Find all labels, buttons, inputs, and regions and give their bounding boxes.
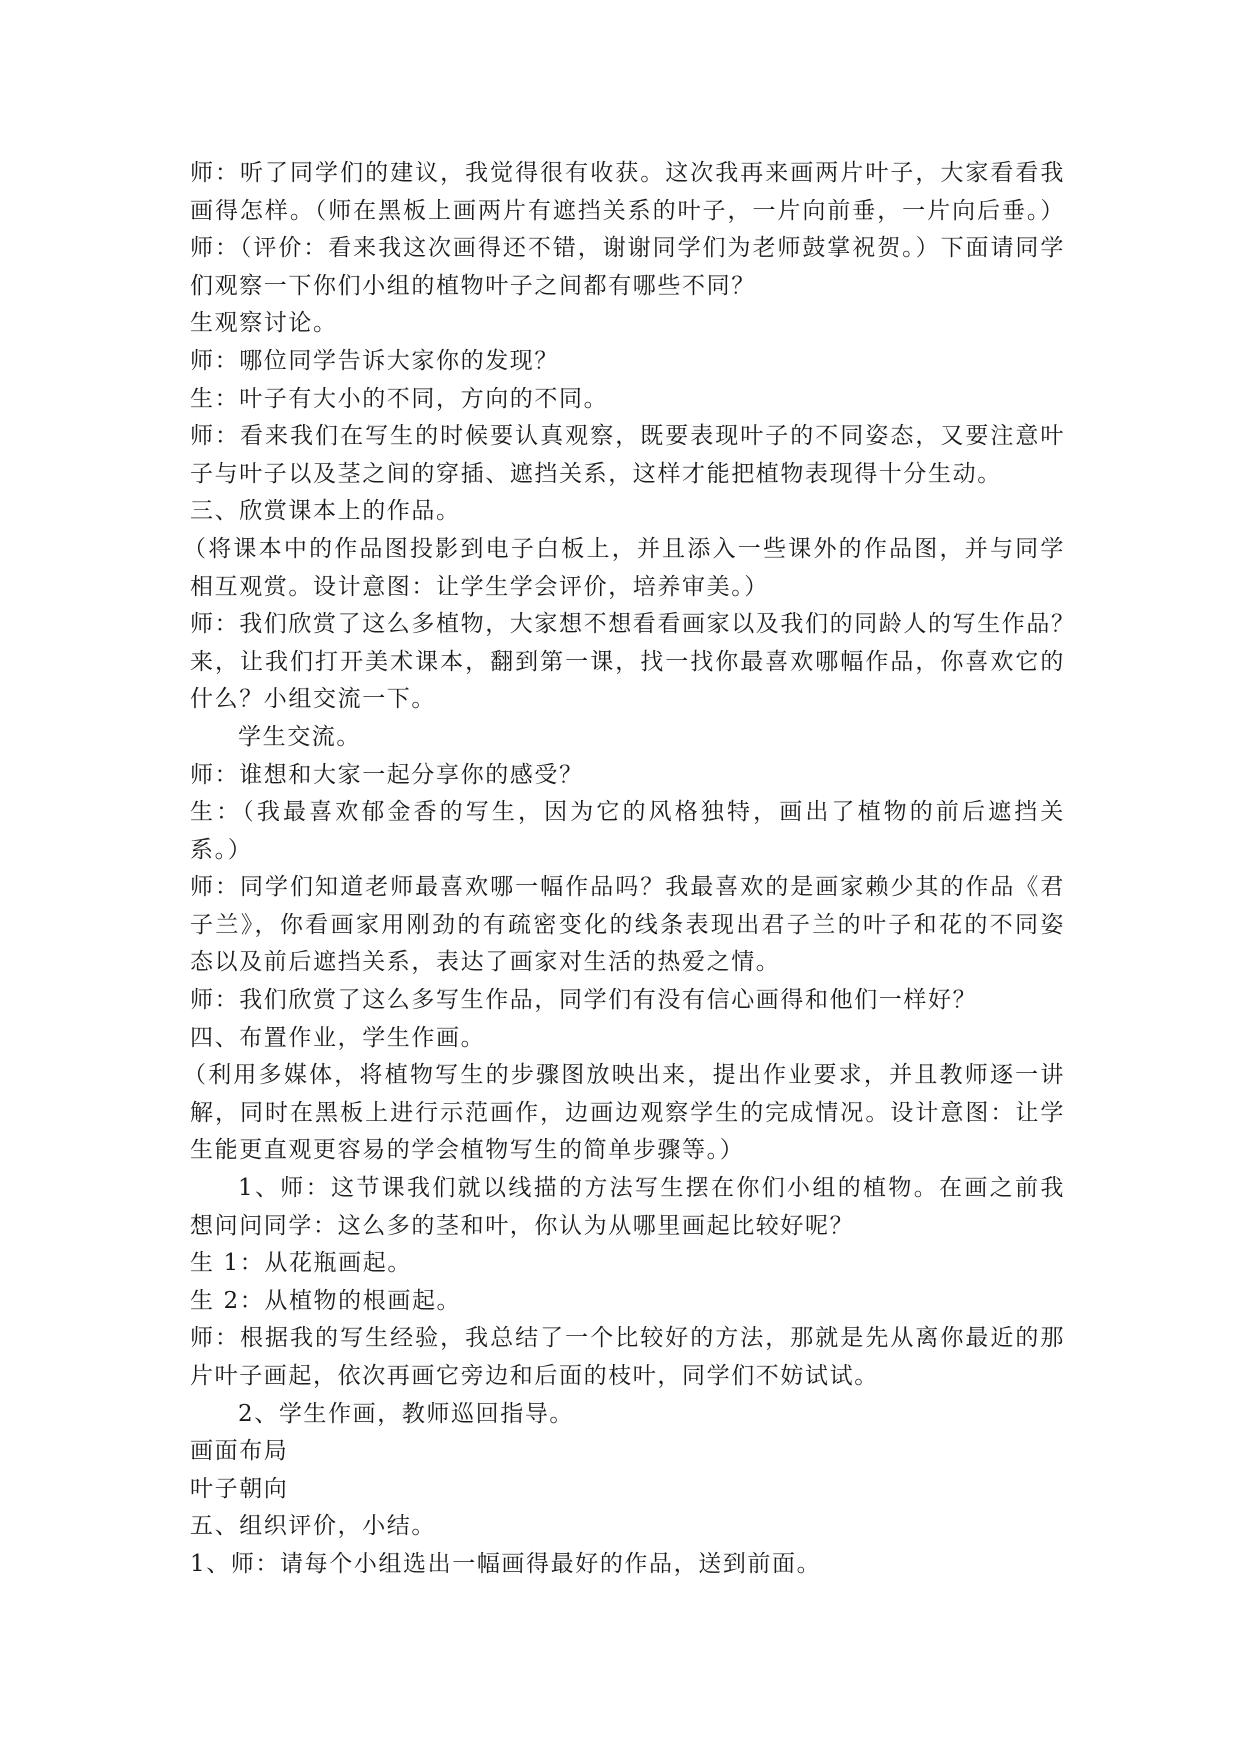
text-line: 师：谁想和大家一起分享你的感受？ bbox=[190, 761, 584, 788]
text-line: 生 1：从花瓶画起。 bbox=[190, 1250, 412, 1277]
text-line: 系。） bbox=[190, 836, 253, 863]
text-line: 生能更直观更容易的学会植物写生的简单步骤等。） bbox=[190, 1137, 745, 1164]
text-line: 1、师：这节课我们就以线描的方法写生摆在你们小组的植物。在画之前我 bbox=[238, 1175, 1065, 1202]
text-line: （将课本中的作品图投影到电子白板上，并且添入一些课外的作品图，并与同学 bbox=[183, 535, 1065, 562]
text-line: 师：看来我们在写生的时候要认真观察，既要表现叶子的不同姿态，又要注意叶 bbox=[190, 423, 1065, 450]
text-line: 1、师：请每个小组选出一幅画得最好的作品，送到前面。 bbox=[190, 1550, 822, 1577]
section-heading: 四、布置作业，学生作画。 bbox=[190, 1024, 486, 1051]
section-heading: 五、组织评价，小结。 bbox=[190, 1513, 436, 1540]
text-line: 相互观赏。设计意图：让学生学会评价，培养审美。） bbox=[190, 573, 769, 600]
document-body bbox=[183, 155, 1076, 1584]
section-heading: 三、欣赏课本上的作品。 bbox=[190, 498, 461, 525]
text-line: 解，同时在黑板上进行示范画作，边画边观察学生的完成情况。设计意图：让学 bbox=[190, 1099, 1065, 1126]
text-line: 子兰》，你看画家用刚劲的有疏密变化的线条表现出君子兰的叶子和花的不同姿 bbox=[190, 911, 1065, 938]
text-line: 师：我们欣赏了这么多植物，大家想不想看看画家以及我们的同龄人的写生作品？ bbox=[190, 611, 1076, 638]
text-line: 2、学生作画，教师巡回指导。 bbox=[238, 1400, 575, 1427]
text-line: 态以及前后遮挡关系，表达了画家对生活的热爱之情。 bbox=[190, 949, 781, 976]
text-line: 叶子朝向 bbox=[190, 1475, 289, 1502]
text-line: （利用多媒体，将植物写生的步骤图放映出来，提出作业要求，并且教师逐一讲 bbox=[183, 1062, 1065, 1089]
text-line: 师：我们欣赏了这么多写生作品，同学们有没有信心画得和他们一样好？ bbox=[190, 987, 978, 1014]
text-line: 生：叶子有大小的不同，方向的不同。 bbox=[190, 385, 609, 412]
text-line: 学生交流。 bbox=[238, 723, 361, 750]
text-line: 画面布局 bbox=[190, 1438, 289, 1465]
text-line: 师：同学们知道老师最喜欢哪一幅作品吗？我最喜欢的是画家赖少其的作品《君 bbox=[190, 874, 1065, 901]
text-line: 想问问同学：这么多的茎和叶，你认为从哪里画起比较好呢？ bbox=[190, 1212, 855, 1239]
text-line: 什么？小组交流一下。 bbox=[190, 686, 436, 713]
text-line: 们观察一下你们小组的植物叶子之间都有哪些不同？ bbox=[190, 272, 756, 299]
text-line: 片叶子画起，依次再画它旁边和后面的枝叶，同学们不妨试试。 bbox=[190, 1363, 879, 1389]
text-line: 师：根据我的写生经验，我总结了一个比较好的方法，那就是先从离你最近的那 bbox=[190, 1325, 1065, 1352]
text-line: 生观察讨论。 bbox=[190, 310, 338, 337]
text-line: 生 2：从植物的根画起。 bbox=[190, 1287, 462, 1314]
text-line: 师：听了同学们的建议，我觉得很有收获。这次我再来画两片叶子，大家看看我 bbox=[190, 160, 1065, 186]
text-line: 生：（我最喜欢郁金香的写生，因为它的风格独特，画出了植物的前后遮挡关 bbox=[190, 799, 1065, 826]
text-line: 子与叶子以及茎之间的穿插、遮挡关系，这样才能把植物表现得十分生动。 bbox=[190, 460, 1002, 487]
text-line: 来，让我们打开美术课本，翻到第一课，找一找你最喜欢哪幅作品，你喜欢它的 bbox=[190, 648, 1065, 675]
text-line: 师：（评价：看来我这次画得还不错，谢谢同学们为老师鼓掌祝贺。）下面请同学 bbox=[190, 235, 1065, 262]
text-line: 师：哪位同学告诉大家你的发现？ bbox=[190, 347, 559, 374]
text-line: 画得怎样。（师在黑板上画两片有遮挡关系的叶子，一片向前垂，一片向后垂。） bbox=[190, 197, 1065, 224]
